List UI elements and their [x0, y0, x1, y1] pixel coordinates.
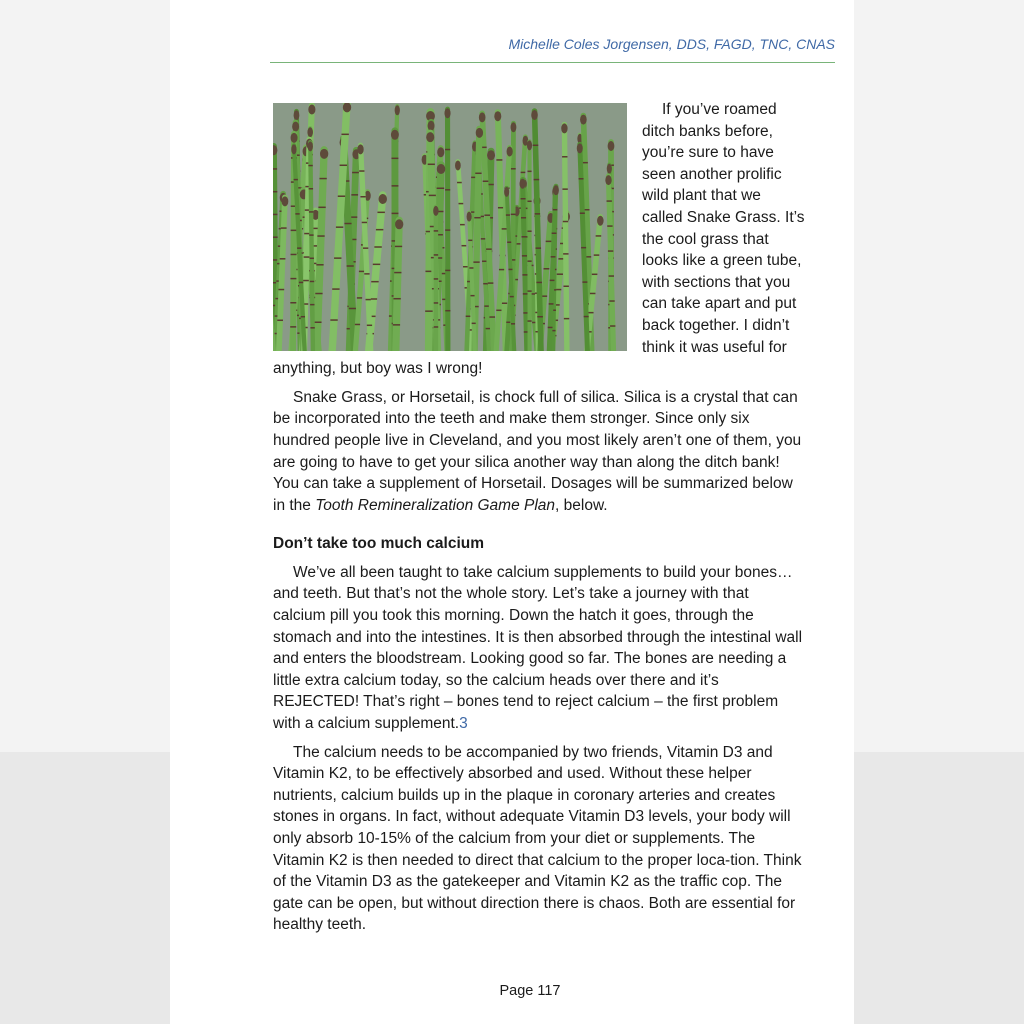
footnote-reference-link[interactable]: 3	[459, 715, 468, 733]
section-heading-calcium: Don’t take too much calcium	[273, 535, 485, 553]
paragraph-horsetail-text: Snake Grass, or Horsetail, is chock full of silica. Silica is a crystal that can be incorporated into the teeth and make them stronger. Since only six hundred people live in Cleveland, and you most likely aren’t one of them, you are going to have to get your silica another way than along the ditch bank! You can take a supplement of Horsetail. Dosages will be summarized below in the	[273, 388, 802, 514]
paragraph-vitamin-d3-k2: The calcium needs to be accompanied by two friends, Vitamin D3 and Vitamin K2, to be effectively absorbed and used. Without these helper nutrients, calcium builds up in the plaque in coronary arteries and creates stones in organs. In fact, without adequate Vitamin D3 levels, your body will only absorb 10-15% of the calcium from your diet or supplements. The Vitamin K2 is then needed to direct that calcium to the proper loca-tion. Think of the Vitamin D3 as the gatekeeper and Vitamin K2 as the traffic cop. The gate can be open, but without direction there is chaos. Both are essential for healthy teeth.	[273, 743, 802, 934]
paragraph-calcium-journey	[273, 562, 805, 735]
running-header-author: Michelle Coles Jorgensen, DDS, FAGD, TNC, CNAS	[508, 36, 835, 52]
paragraph-horsetail-end: , below.	[555, 496, 608, 514]
paragraph-snake-grass-intro: If you’ve roamed ditch banks before, you’re sure to have seen another prolific wild plant that we called Snake Grass. It’s the cool grass that looks like a green tube, with sections that you can take apart and put back together. I didn’t think it was useful for anything, but boy was I wrong!	[273, 101, 805, 378]
paragraph-horsetail-silica	[273, 387, 805, 517]
paragraph-calcium-text: We’ve all been taught to take calcium supplements to build your bones…and teeth. But that’s not the whole story. Let’s take a journey with that calcium pill you took this morning. Down the hatch it goes, through the stomach and into the intestines. It is then absorbed through the intestinal wall and enters the bloodstream. Looking good so far. The bones are needing a little extra calcium today, so the calcium heads over there and it’s REJECTED! That’s right – bones tend to reject calcium – the first problem with a calcium supplement.	[273, 563, 803, 733]
horsetail-photo-icon	[273, 103, 627, 351]
header-rule	[270, 62, 835, 63]
page-content	[273, 99, 805, 943]
book-page	[170, 0, 854, 1024]
page-number: Page 117	[499, 983, 561, 999]
game-plan-title: Tooth Remineralization Game Plan	[315, 496, 556, 514]
horsetail-photo	[273, 103, 627, 351]
